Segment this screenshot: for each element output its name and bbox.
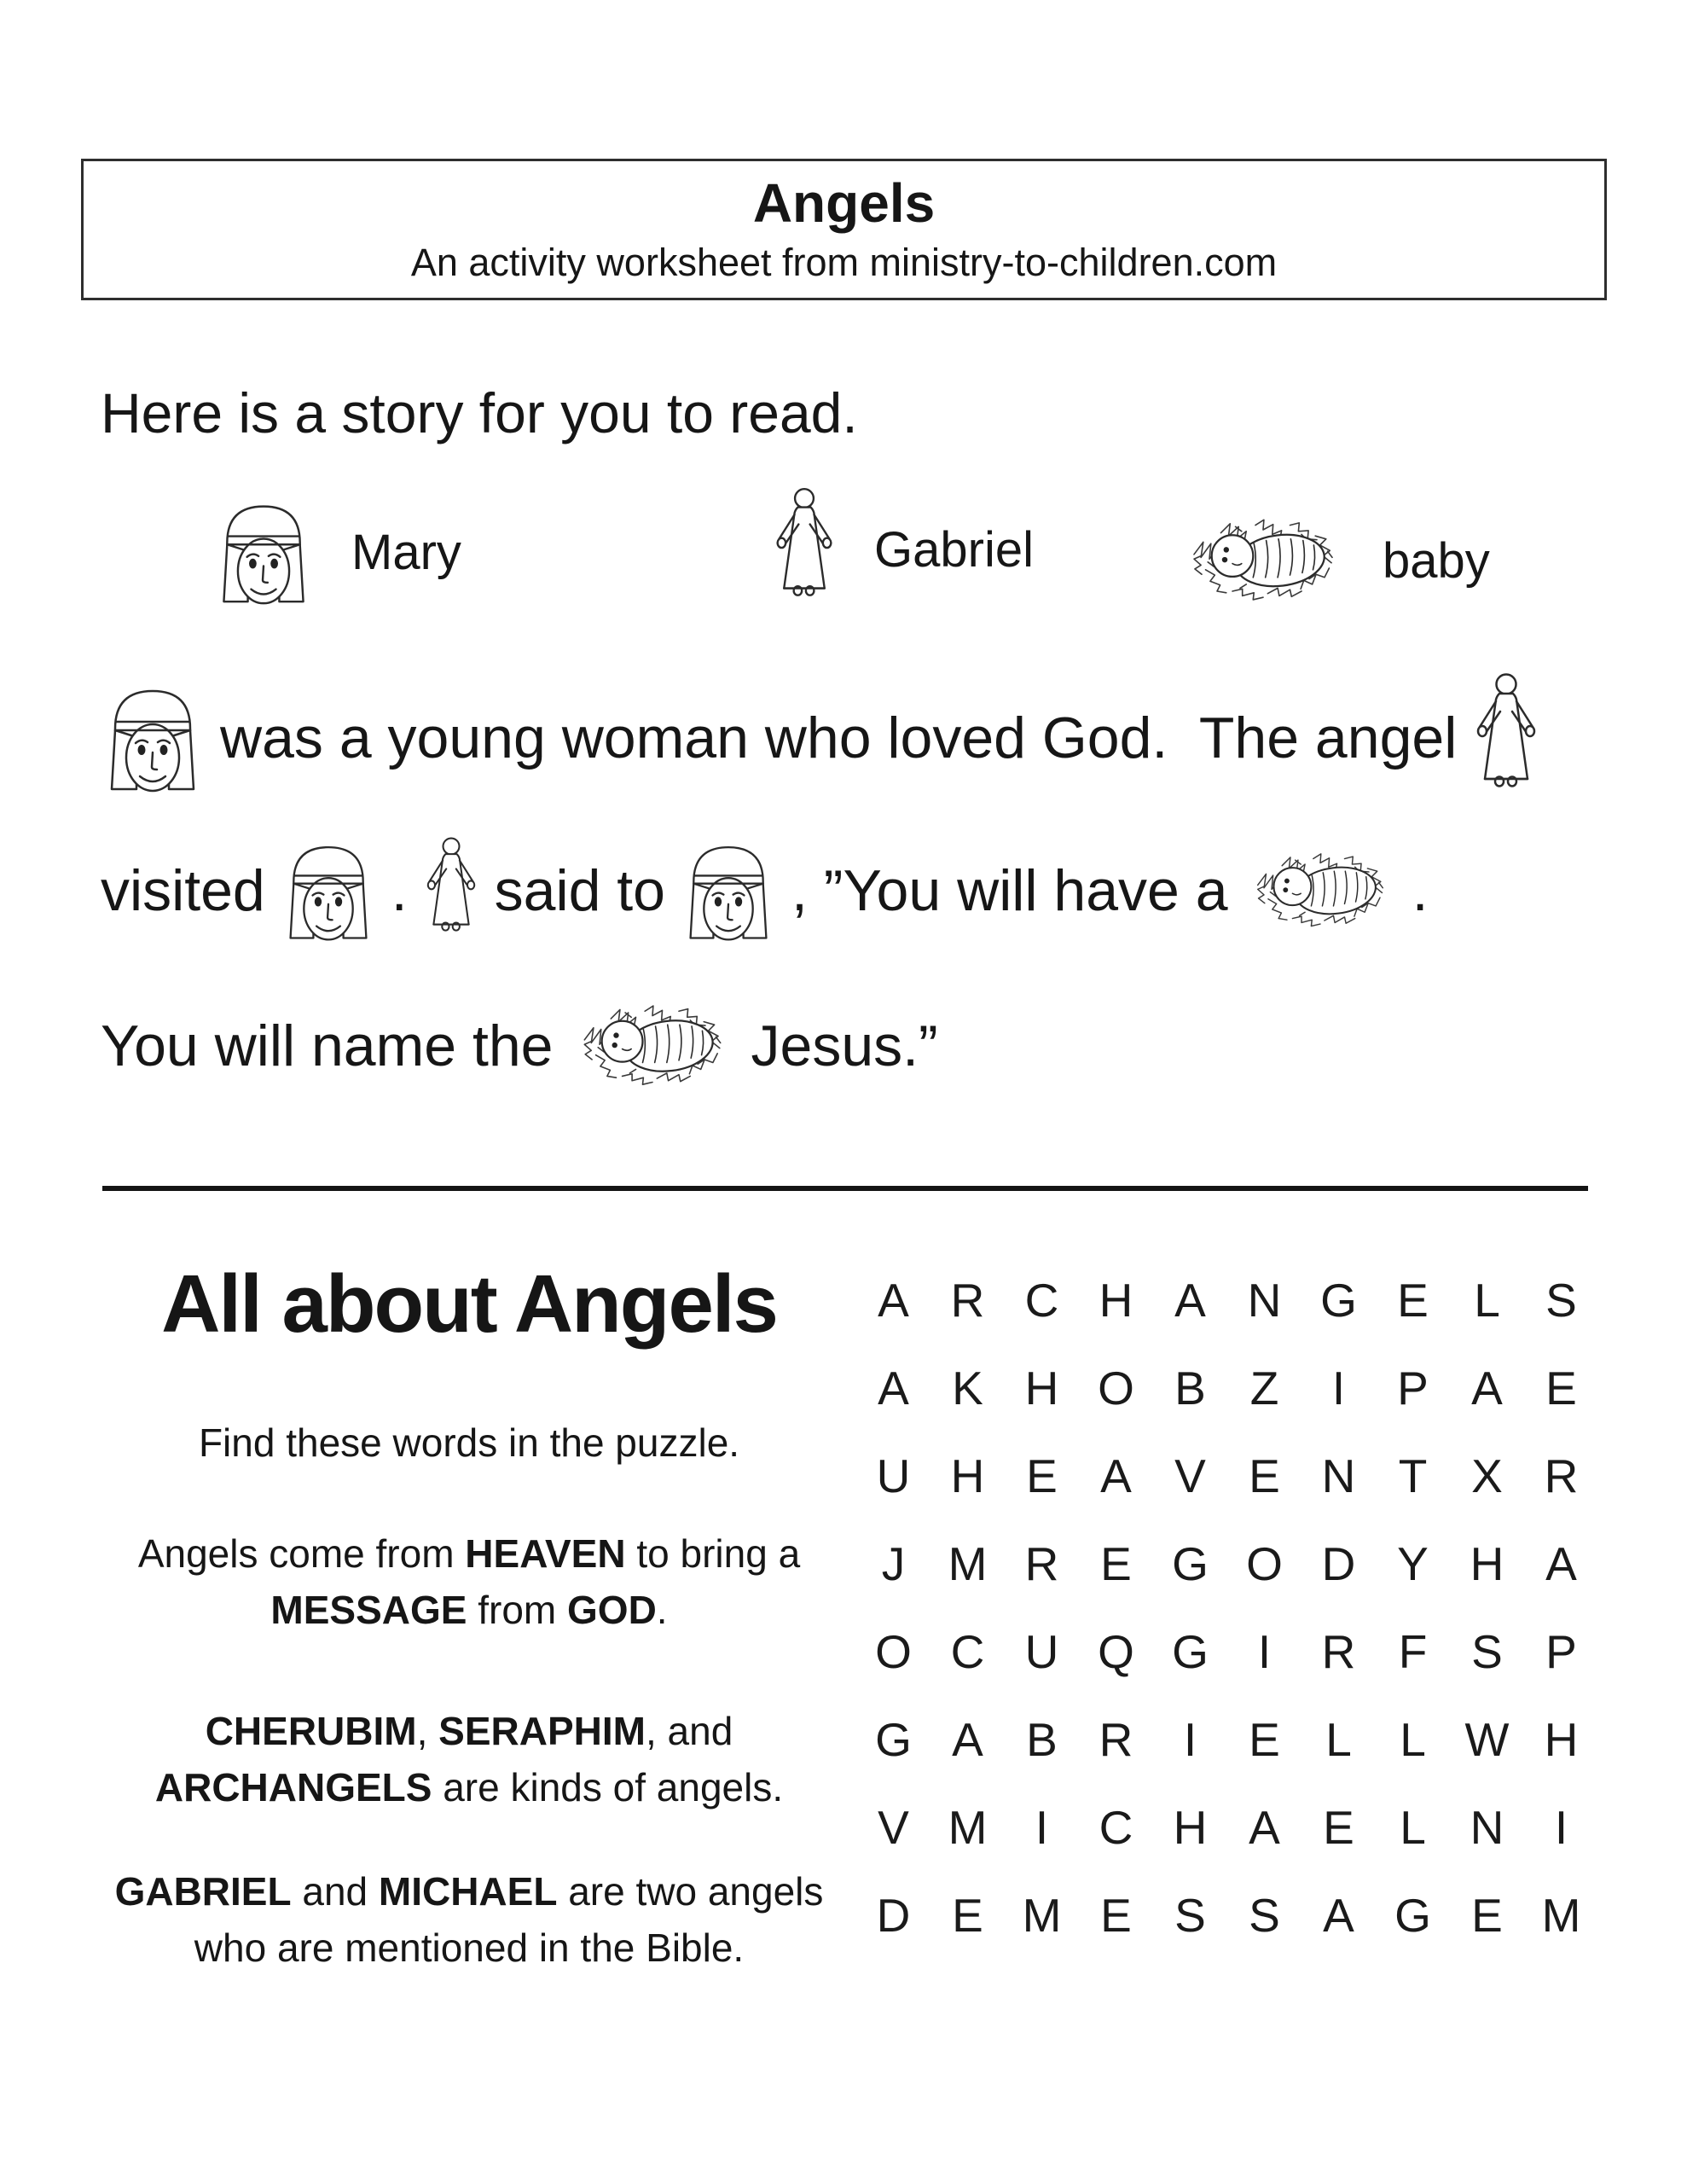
grid-letter: I — [1035, 1800, 1049, 1854]
mary-icon — [101, 681, 205, 795]
grid-letter: A — [1471, 1361, 1503, 1414]
legend-label-mary: Mary — [351, 524, 461, 580]
paragraph-line — [73, 1525, 865, 1582]
text-run: , and — [645, 1709, 733, 1753]
bold-word: MICHAEL — [378, 1869, 558, 1914]
grid-letter: S — [1174, 1888, 1206, 1942]
grid-letter: E — [1249, 1712, 1280, 1766]
grid-letter: N — [1321, 1449, 1356, 1502]
baby-manger-icon — [1244, 842, 1397, 939]
grid-letter: G — [1394, 1888, 1431, 1942]
text-run: . — [656, 1588, 668, 1632]
grid-letter: L — [1474, 1273, 1500, 1327]
grid-letter: C — [1024, 1273, 1059, 1327]
grid-letter: I — [1257, 1624, 1272, 1678]
grid-letter: R — [1321, 1624, 1356, 1678]
grid-letter: S — [1471, 1624, 1503, 1678]
grid-letter: E — [1100, 1888, 1132, 1942]
grid-letter: I — [1554, 1800, 1568, 1854]
grid-letter: K — [952, 1361, 983, 1414]
grid-letter: R — [1099, 1712, 1133, 1766]
text-run: are kinds of angels. — [432, 1765, 784, 1809]
text-run: Angels come from — [137, 1531, 466, 1576]
mary-icon — [281, 838, 376, 944]
grid-letter: E — [1397, 1273, 1429, 1327]
grid-letter: E — [1545, 1361, 1577, 1414]
story-text: visited — [101, 858, 265, 923]
text-run: who are mentioned in the Bible. — [194, 1926, 745, 1970]
grid-letter: T — [1398, 1449, 1428, 1502]
grid-letter: L — [1325, 1712, 1352, 1766]
text-run: to bring a — [625, 1531, 801, 1576]
about-paragraph — [73, 1703, 865, 1815]
grid-letter: B — [1174, 1361, 1206, 1414]
paragraph-line — [73, 1703, 865, 1759]
text-run: from — [467, 1588, 568, 1632]
grid-letter: Y — [1397, 1536, 1429, 1590]
grid-letter: A — [878, 1273, 909, 1327]
grid-letter: W — [1464, 1712, 1510, 1766]
about-paragraph — [73, 1525, 865, 1638]
grid-letter: C — [950, 1624, 985, 1678]
grid-letter: M — [1541, 1888, 1581, 1942]
grid-letter: N — [1247, 1273, 1282, 1327]
bold-word: HEAVEN — [465, 1531, 626, 1576]
grid-letter: J — [881, 1536, 906, 1590]
grid-letter: O — [1246, 1536, 1283, 1590]
grid-letter: S — [1249, 1888, 1280, 1942]
grid-letter: M — [948, 1800, 988, 1854]
story-line — [101, 836, 1428, 945]
legend-label-gabriel: Gabriel — [874, 521, 1034, 578]
grid-letter: G — [1172, 1624, 1209, 1678]
about-instruction: Find these words in the puzzle. — [198, 1420, 740, 1465]
story-text: said to — [494, 858, 666, 923]
grid-letter: Q — [1098, 1624, 1134, 1678]
grid-letter: M — [1022, 1888, 1062, 1942]
grid-letter: E — [1249, 1449, 1280, 1502]
grid-letter: A — [1323, 1888, 1354, 1942]
grid-letter: E — [1026, 1449, 1058, 1502]
paragraph-line — [73, 1863, 865, 1920]
grid-letter: E — [952, 1888, 983, 1942]
baby-manger-icon — [569, 993, 736, 1099]
grid-letter: O — [875, 1624, 912, 1678]
word-search-grid — [856, 1256, 1598, 1959]
section-divider — [102, 1186, 1588, 1191]
mary-icon — [681, 838, 776, 944]
grid-letter: A — [952, 1712, 983, 1766]
grid-letter: L — [1400, 1712, 1426, 1766]
grid-letter: A — [1100, 1449, 1132, 1502]
grid-letter: R — [950, 1273, 985, 1327]
story-line — [101, 993, 938, 1099]
grid-letter: G — [1172, 1536, 1209, 1590]
bold-word: GABRIEL — [114, 1869, 292, 1914]
bold-word: SERAPHIM — [438, 1709, 646, 1753]
gabriel-icon — [1472, 672, 1540, 804]
grid-letter: O — [1098, 1361, 1134, 1414]
story-text: Jesus.” — [751, 1014, 938, 1078]
grid-letter: H — [950, 1449, 985, 1502]
bold-word: CHERUBIM — [205, 1709, 417, 1753]
story-line — [101, 672, 1540, 804]
grid-letter: I — [1331, 1361, 1346, 1414]
text-run: are two angels — [557, 1869, 824, 1914]
story-text: , ”You will have a — [791, 858, 1228, 923]
bold-word: MESSAGE — [270, 1588, 467, 1632]
grid-letter: E — [1100, 1536, 1132, 1590]
story-text: was a young woman who loved God. The angel — [220, 706, 1458, 770]
grid-letter: H — [1544, 1712, 1579, 1766]
grid-letter: A — [1249, 1800, 1280, 1854]
story-text: . — [1412, 858, 1429, 923]
legend-item-mary — [213, 497, 461, 607]
paragraph-line — [73, 1759, 865, 1815]
bold-word: ARCHANGELS — [154, 1765, 432, 1809]
grid-letter: R — [1024, 1536, 1059, 1590]
grid-letter: H — [1099, 1273, 1133, 1327]
grid-letter: H — [1173, 1800, 1208, 1854]
legend-item-gabriel — [772, 486, 1034, 613]
grid-letter: A — [878, 1361, 909, 1414]
grid-letter: D — [1321, 1536, 1356, 1590]
intro-text: Here is a story for you to read. — [101, 381, 858, 444]
grid-letter: U — [1024, 1624, 1059, 1678]
grid-letter: P — [1545, 1624, 1577, 1678]
story-text: . — [391, 858, 408, 923]
about-title: All about Angels — [161, 1258, 777, 1350]
text-run: and — [291, 1869, 379, 1914]
grid-letter: A — [1174, 1273, 1206, 1327]
grid-letter: C — [1099, 1800, 1133, 1854]
story-text: You will name the — [101, 1014, 554, 1078]
grid-letter: V — [878, 1800, 909, 1854]
grid-letter: D — [876, 1888, 911, 1942]
grid-letter: E — [1323, 1800, 1354, 1854]
grid-letter: H — [1024, 1361, 1059, 1414]
grid-letter: G — [875, 1712, 912, 1766]
grid-letter: M — [948, 1536, 988, 1590]
legend-item-baby — [1181, 507, 1490, 614]
grid-letter: V — [1174, 1449, 1206, 1502]
grid-letter: B — [1026, 1712, 1058, 1766]
grid-letter: G — [1320, 1273, 1357, 1327]
worksheet-title: Angels — [752, 172, 936, 234]
legend-label-baby: baby — [1383, 532, 1490, 589]
grid-letter: Z — [1249, 1361, 1279, 1414]
grid-letter: L — [1400, 1800, 1426, 1854]
grid-letter: S — [1545, 1273, 1577, 1327]
grid-letter: A — [1545, 1536, 1577, 1590]
baby-manger-icon — [1181, 507, 1345, 614]
grid-letter: N — [1470, 1800, 1504, 1854]
paragraph-line — [73, 1920, 865, 1976]
gabriel-icon — [772, 486, 837, 613]
bold-word: GOD — [567, 1588, 657, 1632]
grid-letter: R — [1544, 1449, 1579, 1502]
grid-letter: X — [1471, 1449, 1503, 1502]
grid-letter: P — [1397, 1361, 1429, 1414]
header-box — [81, 159, 1607, 300]
grid-letter: E — [1471, 1888, 1503, 1942]
gabriel-icon — [423, 836, 479, 945]
grid-letter: H — [1470, 1536, 1504, 1590]
grid-letter: U — [876, 1449, 911, 1502]
mary-icon — [213, 497, 314, 607]
grid-letter: I — [1183, 1712, 1197, 1766]
about-paragraph — [73, 1863, 865, 1976]
paragraph-line — [73, 1582, 865, 1638]
worksheet-subtitle: An activity worksheet from ministry-to-children.com — [410, 241, 1278, 285]
text-run: , — [416, 1709, 439, 1753]
grid-letter: F — [1398, 1624, 1428, 1678]
